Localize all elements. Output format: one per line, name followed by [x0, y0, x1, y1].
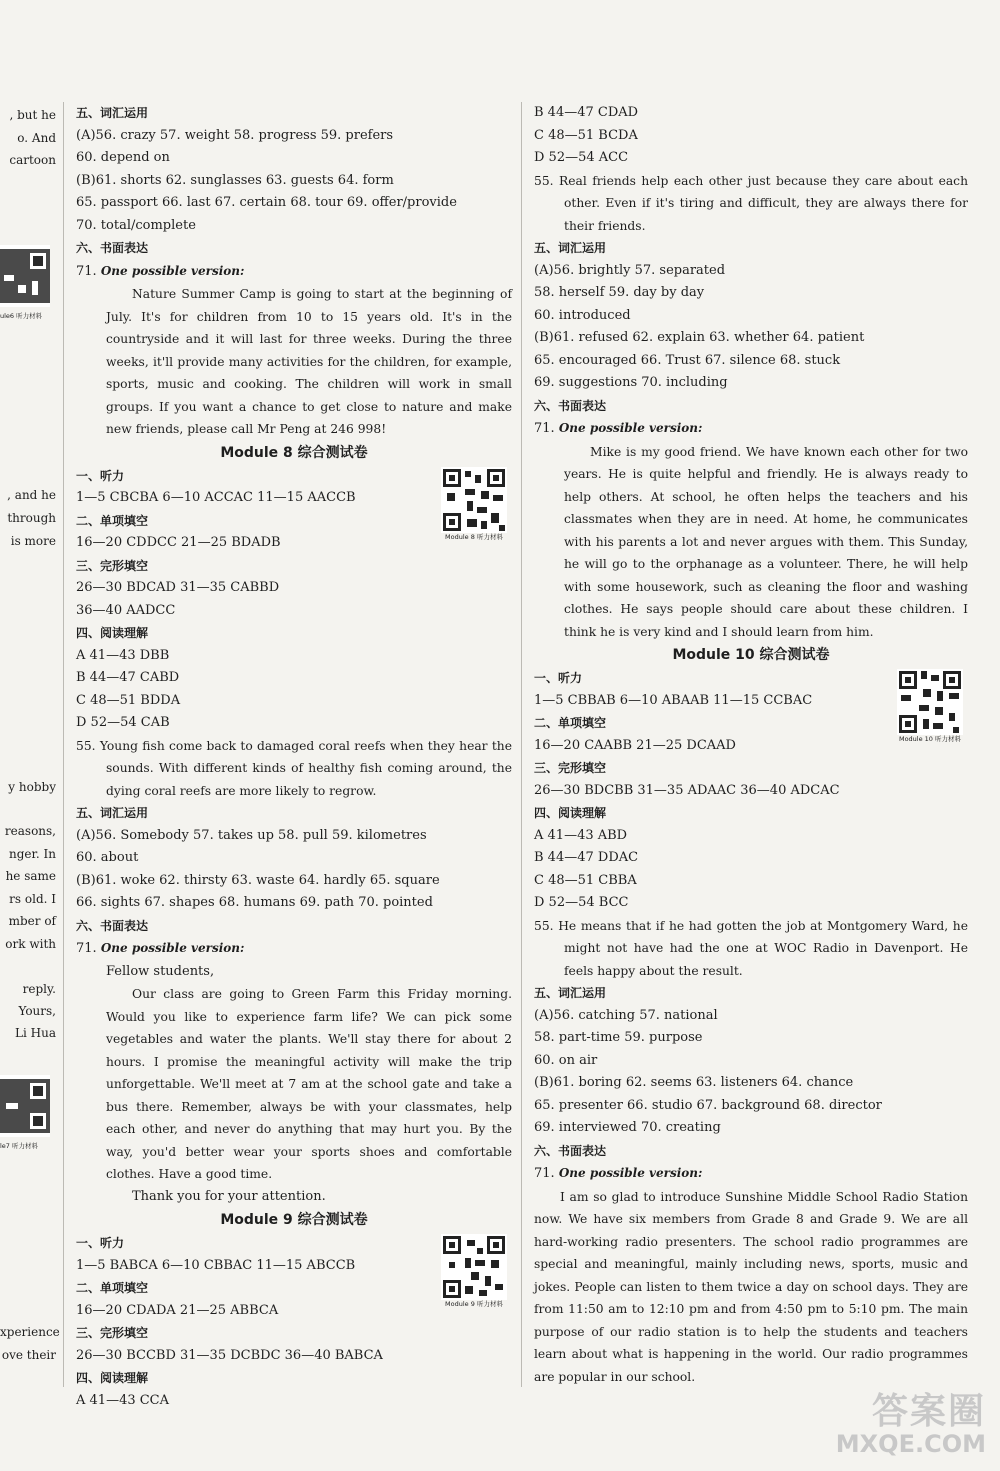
qr-caption: Module 8 听力材料 [445, 532, 503, 541]
qr-code-fragment-module7 [0, 1075, 50, 1150]
left-text-fragment: rs old. I [9, 892, 56, 906]
answer-line: A 41—43 CCA [76, 1392, 170, 1408]
qr-code-icon [897, 669, 963, 735]
answer-paragraph: 55. Real friends help each other just because they care about each other. Even if it's tiring and difficult, they are always there for their friends. [534, 173, 968, 233]
qr-code-fragment-module6 [0, 245, 50, 320]
answer-paragraph: 55. He means that if he had gotten the job at Montgomery Ward, he might not have had the one at WOC Radio in Davenport. He feels happy about the result. [534, 918, 968, 978]
writing-question [534, 1162, 968, 1186]
answer-line: 69. suggestions 70. including [534, 375, 728, 390]
left-text-fragment: xperience [0, 1325, 60, 1339]
answer-line: (B)61. woke 62. thirsty 63. waste 64. hardly 65. square [76, 872, 440, 888]
answer-line: 65. encouraged 66. Trust 67. silence 68. stuck [534, 352, 841, 368]
module9-section [76, 1232, 512, 1412]
answer-line: 58. part-time 59. purpose [534, 1030, 703, 1045]
module9-qr-code [438, 1234, 510, 1309]
watermark-url: MXQE.COM [835, 1430, 986, 1458]
sample-label: One possible version: [100, 263, 245, 278]
qr-code-icon [441, 1234, 507, 1300]
left-text-fragment: cartoon [9, 153, 56, 167]
section-heading: 三、完形填空 [534, 761, 607, 775]
qr-caption: ule6 听力材料 [0, 312, 43, 320]
answer-line: (B)61. shorts 62. sunglasses 63. guests 64. form [76, 172, 394, 188]
left-text-fragment: nger. In [8, 847, 56, 861]
answer-line: A 41—43 ABD [534, 827, 628, 843]
section-heading: 四、阅读理解 [534, 806, 607, 820]
section-heading: 三、完形填空 [76, 1326, 149, 1340]
section-heading: 三、完形填空 [76, 558, 149, 573]
writing-question [534, 417, 968, 441]
module10-title: Module 10 综合测试卷 [672, 647, 830, 663]
section-heading: 一、听力 [76, 1236, 125, 1250]
answer-line: D 52—54 CAB [76, 715, 170, 730]
module8-qr-code [438, 467, 510, 542]
section-heading: 一、听力 [534, 671, 583, 685]
qr-code-icon [441, 467, 507, 533]
answer-line: (A)56. catching 57. national [534, 1007, 718, 1023]
left-text-fragment: , but he [9, 108, 56, 122]
column-divider-middle [521, 102, 522, 1387]
section-heading: 五、词汇运用 [76, 806, 149, 820]
sample-label: One possible version: [558, 421, 703, 435]
sample-essay: I am so glad to introduce Sunshine Middle School Radio Station now. We have six members from Grade 8 and Grade 9. We are all hard-working radio presenters. The school radio programmes are special and meaningful, mainly including news, sports, music and jokes. People can listen to them twice a day on school days. They are from 11:50 am to 12:10 pm and from 4:50 pm to 5:10 pm. The main purpose of our radio station is to help the students and teachers learn about what is happening in the world. Our radio programmes are popular in our school. [534, 1189, 968, 1384]
writing-question [76, 260, 512, 284]
answer-line: 69. interviewed 70. creating [534, 1120, 721, 1135]
middle-column [76, 102, 512, 1412]
answer-line: C 48—51 BDDA [76, 692, 181, 708]
section-heading: 六、书面表达 [76, 241, 149, 255]
question-number: 71. [76, 941, 97, 956]
answer-line: 65. presenter 66. studio 67. background 68. director [534, 1097, 882, 1113]
answer-line: A 41—43 DBB [76, 647, 170, 663]
answer-line: 60. depend on [76, 150, 170, 165]
answer-line: 26—30 BDCAD 31—35 CABBD [76, 580, 280, 595]
answer-line: (B)61. boring 62. seems 63. listeners 64. chance [534, 1075, 854, 1090]
answer-line: 16—20 CAABB 21—25 DCAAD [534, 737, 736, 753]
section-heading: 二、单项填空 [534, 716, 607, 730]
left-text-fragment: ork with [5, 937, 56, 951]
watermark-logo-text: 答案圈 [871, 1391, 986, 1432]
left-text-fragment: through [7, 511, 56, 525]
column-divider-left [63, 102, 64, 1387]
left-text-fragment: mber of [8, 914, 56, 928]
section-heading: 二、单项填空 [76, 513, 149, 528]
qr-caption: le7 听力材料 [0, 1142, 39, 1150]
question-number: 71. [76, 263, 97, 279]
answer-line: 58. herself 59. day by day [534, 285, 705, 300]
left-text-fragment: Li Hua [15, 1026, 56, 1040]
sample-label: One possible version: [100, 941, 245, 955]
letter-greeting: Fellow students, [106, 963, 215, 979]
answer-line: D 52—54 BCC [534, 895, 629, 910]
answer-line: 1—5 CBBAB 6—10 ABAAB 11—15 CCBAC [534, 692, 813, 708]
answer-line: 36—40 AADCC [76, 602, 176, 618]
module10-qr-code [894, 669, 966, 744]
section-heading: 四、阅读理解 [76, 626, 149, 640]
answer-line: 26—30 BCCBD 31—35 DCBDC 36—40 BABCA [76, 1347, 383, 1363]
answer-line: D 52—54 ACC [534, 150, 629, 165]
answer-line: 26—30 BDCBB 31—35 ADAAC 36—40 ADCAC [534, 782, 840, 798]
section-heading: 四、阅读理解 [76, 1371, 149, 1385]
module7-continuation [76, 102, 512, 441]
answer-line: 70. total/complete [76, 217, 196, 233]
section-heading: 五、词汇运用 [534, 241, 607, 255]
answer-line: C 48—51 BCDA [534, 127, 638, 143]
writing-question [76, 937, 512, 961]
left-text-fragment: reply. [22, 982, 56, 996]
module8-section [76, 465, 512, 1209]
qr-caption: Module 10 听力材料 [898, 735, 962, 743]
sample-essay: Nature Summer Camp is going to start at the beginning of July. It's for children from 10 to 15 years old. It's in the countryside and it will last for three weeks. During the three weeks, it'll provide many activities for the children, for example, sports, music and cooking. The children will work in small groups. If you want a chance to get close to nature and make new friends, please call Mr Peng at 246 998! [106, 287, 512, 436]
letter-closing: Thank you for your attention. [132, 1188, 326, 1204]
answer-line: (A)56. brightly 57. separated [534, 262, 726, 278]
answer-line: (B)61. refused 62. explain 63. whether 64. patient [534, 330, 865, 345]
right-column [534, 102, 968, 1388]
answer-line: 60. on air [534, 1052, 598, 1068]
answer-line: 16—20 CDADA 21—25 ABBCA [76, 1302, 279, 1318]
section-heading: 一、听力 [76, 468, 125, 483]
question-number: 71. [534, 1166, 555, 1181]
qr-caption: Module 9 听力材料 [445, 1300, 503, 1308]
answer-line: B 44—47 CDAD [534, 105, 639, 120]
module9-continuation [534, 102, 968, 643]
section-heading: 五、词汇运用 [76, 106, 149, 120]
module10-section [534, 667, 968, 1388]
sample-label: One possible version: [558, 1166, 703, 1180]
answer-line: 65. passport 66. last 67. certain 68. tour 69. offer/provide [76, 195, 457, 210]
module8-title: Module 8 综合测试卷 [220, 444, 368, 461]
answer-line: (A)56. Somebody 57. takes up 58. pull 59. kilometres [76, 827, 427, 843]
left-text-fragment: , and he [7, 488, 56, 502]
answer-paragraph: 55. Young fish come back to damaged coral reefs when they hear the sounds. With different kinds of healthy fish coming around, the dying coral reefs are more likely to regrow. [76, 738, 512, 798]
sample-essay: Mike is my good friend. We have known each other for two years. He is quite helpful and friendly. He is always ready to help others. At school, he often helps the teachers and his classmates when they are in need. At home, he communicates with his parents a lot and never argues with them. This Sunday, he will go to the orphanage as a volunteer. There, he will help with some housework, such as cleaning the floor and washing clothes. He says people should care about these children. I think he is very kind and I should learn from him. [564, 444, 968, 639]
answer-line: 66. sights 67. shapes 68. humans 69. path 70. pointed [76, 895, 433, 910]
left-text-fragment: he same [5, 869, 56, 883]
answer-line: 1—5 BABCA 6—10 CBBAC 11—15 ABCCB [76, 1257, 356, 1273]
left-text-fragment: o. And [17, 131, 56, 145]
answer-line: 60. about [76, 850, 139, 865]
answer-line: B 44—47 CABD [76, 670, 180, 685]
answer-line: 60. introduced [534, 307, 631, 323]
section-heading: 六、书面表达 [76, 918, 149, 933]
left-text-fragment: is more [10, 534, 56, 548]
answer-line: (A)56. crazy 57. weight 58. progress 59. prefers [76, 127, 394, 143]
answer-line: 16—20 CDDCC 21—25 BDADB [76, 535, 281, 550]
section-heading: 六、书面表达 [534, 398, 607, 413]
sample-essay: Our class are going to Green Farm this Friday morning. Would you like to experience farm life? We can pick some vegetables and water the plants. We'll stay there for about 2 hours. I promise the meaningful activity will make the trip unforgettable. We'll meet at 7 am at the school gate and take a bus there. Remember, always be with your classmates, help each other, and never do anything that may hurt you. By the way, you'd better wear your sports shoes and comfortable clothes. Have a good time. [106, 987, 512, 1181]
answer-line: C 48—51 CBBA [534, 872, 637, 888]
answer-line: 1—5 CBCBA 6—10 ACCAC 11—15 AACCB [76, 490, 356, 505]
section-heading: 五、词汇运用 [534, 986, 607, 1000]
left-text-fragment: reasons, [4, 824, 56, 838]
section-heading: 六、书面表达 [534, 1143, 607, 1158]
section-heading: 二、单项填空 [76, 1281, 149, 1295]
module9-title: Module 9 综合测试卷 [220, 1212, 368, 1228]
site-watermark [836, 1393, 986, 1457]
answer-line: B 44—47 DDAC [534, 850, 639, 865]
question-number: 71. [534, 421, 555, 436]
left-text-fragment: Yours, [18, 1004, 56, 1018]
left-text-fragment: ove their [1, 1348, 56, 1362]
left-text-fragment: y hobby [8, 780, 56, 794]
